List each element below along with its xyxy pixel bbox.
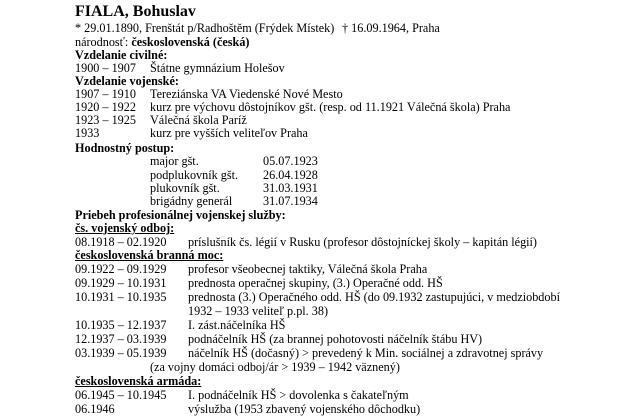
military-education-text: kurz pre vyšších veliteľov Praha [150,126,308,140]
nationality-value: československá (česká) [131,35,250,49]
military-education-text: kurz pre výchovu dôstojníkov gšt. (resp. od 11.1921 Válečná škola) Praha [150,100,511,114]
rank-date: 26.04.1928 [263,168,318,182]
service-section-title: československá branná moc: [75,248,224,262]
military-education-period: 1933 [75,126,100,140]
military-education-heading: Vzdelanie vojenské: [75,74,179,88]
military-education-period: 1920 – 1922 [75,100,136,114]
service-section-title: čs. vojenský odboj: [75,221,175,235]
military-education-period: 1907 – 1910 [75,87,136,101]
civil-education-heading: Vzdelanie civilné: [75,48,168,62]
service-period: 09.1929 – 10.1931 [75,276,167,290]
rank-name: podplukovník gšt. [150,168,239,182]
service-period: 09.1922 – 09.1929 [75,262,167,276]
civil-education-period: 1900 – 1907 [75,61,136,75]
rank-date: 31.07.1934 [263,194,318,208]
service-text-continued: 1932 – 1933 veliteľ p.pl. 38) [188,304,329,318]
service-section-title: československá armáda: [75,374,202,388]
birth-info: * 29.01.1890, Frenštát p/Radhoštěm (Frýdek Místek) [75,21,335,35]
service-period: 10.1935 – 12.1937 [75,318,167,332]
service-text: výslužba (1953 zbavený vojenského dôchodku) [188,402,421,416]
service-note: (za vojny domáci odboj/ár > 1939 – 1942 väznený) [150,360,400,374]
civil-education-text: Štátne gymnázium Holešov [150,61,285,75]
death-info: † 16.09.1964, Praha [342,21,440,35]
rank-name: brigádny generál [150,194,233,208]
service-text: prednosta (3.) Operačného odd. HŠ (do 09.1932 zastupujúci, v medziobdobí [188,290,560,304]
service-text: I. zást.náčelníka HŠ [188,318,286,332]
military-education-text: Válečná škola Paríž [150,113,247,127]
rank-name: plukovník gšt. [150,181,220,195]
nationality [75,36,249,48]
service-heading: Priebeh profesionálnej vojenskej služby: [75,208,286,222]
service-text: náčelník HŠ (dočasný) > prevedený k Min. sociálnej a zdravotnej správy [188,346,544,360]
service-text: profesor všeobecnej taktiky, Válečná škola Praha [188,262,428,276]
person-name: FIALA, Bohuslav [75,3,196,20]
military-education-text: Tereziánska VA Viedenské Nové Mesto [150,87,343,101]
rank-name: major gšt. [150,154,199,168]
ranks-heading: Hodnostný postup: [75,141,175,155]
service-period: 06.1946 [75,402,115,416]
service-period: 08.1918 – 02.1920 [75,235,167,249]
service-text: podnáčelník HŠ (za brannej pohotovosti náčelník štábu HV) [188,332,483,346]
service-period: 10.1931 – 10.1935 [75,290,167,304]
rank-date: 31.03.1931 [263,181,318,195]
service-text: prednosta operačnej skupiny, (3.) Operačné odd. HŠ [188,276,443,290]
rank-date: 05.07.1923 [263,154,318,168]
military-education-period: 1923 – 1925 [75,113,136,127]
service-period: 12.1937 – 03.1939 [75,332,167,346]
nationality-label: národnosť: [75,35,129,49]
service-text: príslušník čs. légií v Rusku (profesor dôstojníckej školy – kapitán légií) [188,235,537,249]
service-period: 03.1939 – 05.1939 [75,346,167,360]
service-text: I. podnáčelník HŠ > dovolenka s čakateľným [188,388,409,402]
service-period: 06.1945 – 10.1945 [75,388,167,402]
